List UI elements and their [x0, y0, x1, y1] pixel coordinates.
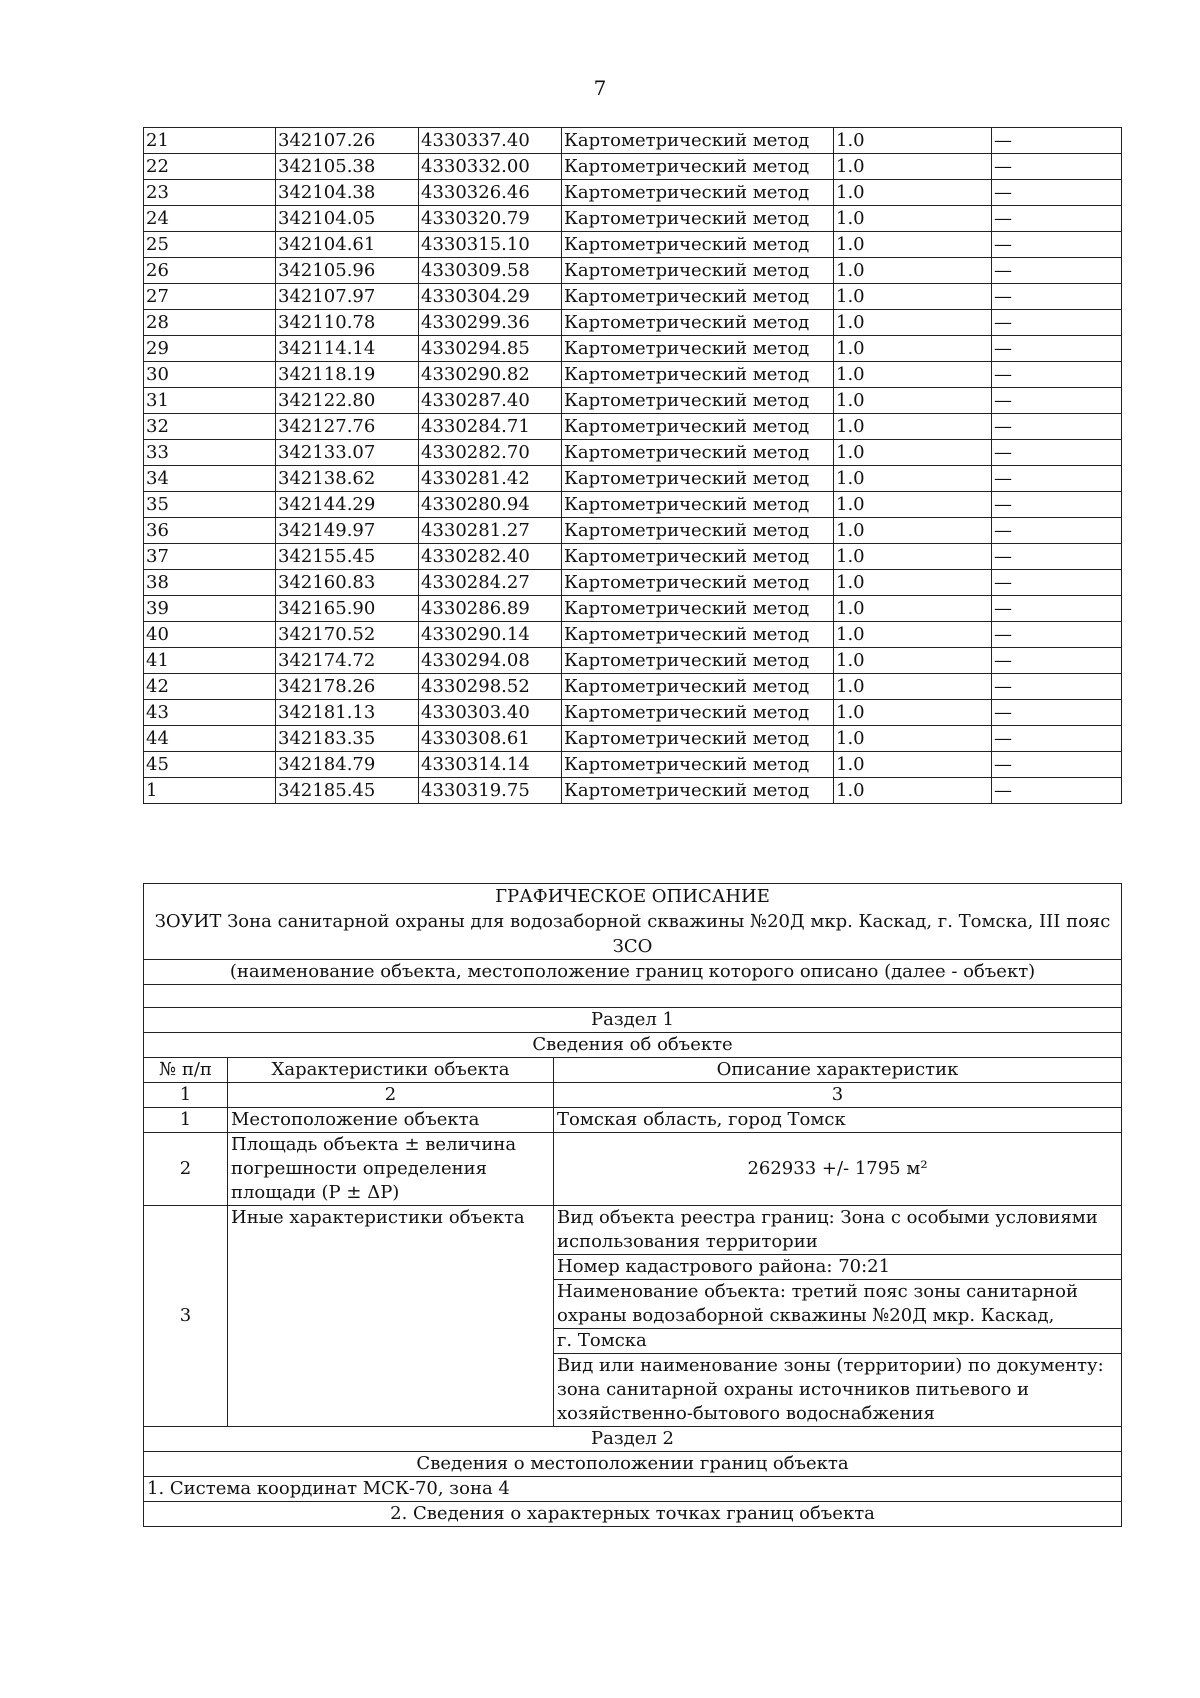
object-name: ЗОУИТ Зона санитарной охраны для водозаборной скважины №20Д мкр. Каскад, г. Томска, III пояс ЗСО	[154, 911, 1111, 957]
row-2-characteristic: Площадь объекта ± величина погрешности определения площади (Р ± ΔР)	[228, 1133, 554, 1206]
method-cell: Картометрический метод	[562, 414, 834, 440]
x-coordinate-cell: 342104.05	[276, 206, 419, 232]
x-coordinate-cell: 342155.45	[276, 544, 419, 570]
point-number-cell: 38	[144, 570, 276, 596]
y-coordinate-cell: 4330299.36	[419, 310, 562, 336]
y-coordinate-cell: 4330284.27	[419, 570, 562, 596]
description-header	[144, 884, 1122, 960]
x-coordinate-cell: 342107.26	[276, 128, 419, 154]
x-coordinate-cell: 342118.19	[276, 362, 419, 388]
y-coordinate-cell: 4330314.14	[419, 752, 562, 778]
method-cell: Картометрический метод	[562, 336, 834, 362]
section-1-label: Раздел 1	[144, 1008, 1122, 1033]
column-number-header: № п/п	[144, 1058, 228, 1083]
cadastral-district: Номер кадастрового района: 70:21	[554, 1255, 1121, 1280]
table-row	[144, 440, 1122, 466]
point-number-cell: 26	[144, 258, 276, 284]
description-cell: —	[992, 310, 1122, 336]
description-cell: —	[992, 752, 1122, 778]
description-cell: —	[992, 206, 1122, 232]
x-coordinate-cell: 342144.29	[276, 492, 419, 518]
x-coordinate-cell: 342185.45	[276, 778, 419, 804]
x-coordinate-cell: 342181.13	[276, 700, 419, 726]
method-cell: Картометрический метод	[562, 492, 834, 518]
point-number-cell: 22	[144, 154, 276, 180]
x-coordinate-cell: 342114.14	[276, 336, 419, 362]
point-number-cell: 30	[144, 362, 276, 388]
table-row	[144, 180, 1122, 206]
y-coordinate-cell: 4330308.61	[419, 726, 562, 752]
y-coordinate-cell: 4330315.10	[419, 232, 562, 258]
method-cell: Картометрический метод	[562, 362, 834, 388]
method-cell: Картометрический метод	[562, 648, 834, 674]
accuracy-cell: 1.0	[834, 336, 992, 362]
point-number-cell: 25	[144, 232, 276, 258]
table-row	[144, 518, 1122, 544]
x-coordinate-cell: 342105.96	[276, 258, 419, 284]
point-number-cell: 28	[144, 310, 276, 336]
table-row	[144, 388, 1122, 414]
method-cell: Картометрический метод	[562, 232, 834, 258]
x-coordinate-cell: 342165.90	[276, 596, 419, 622]
point-number-cell: 34	[144, 466, 276, 492]
x-coordinate-cell: 342178.26	[276, 674, 419, 700]
accuracy-cell: 1.0	[834, 570, 992, 596]
x-coordinate-cell: 342104.38	[276, 180, 419, 206]
blank-row	[144, 985, 1122, 1008]
y-coordinate-cell: 4330309.58	[419, 258, 562, 284]
method-cell: Картометрический метод	[562, 700, 834, 726]
table-row	[144, 492, 1122, 518]
description-cell: —	[992, 570, 1122, 596]
x-coordinate-cell: 342138.62	[276, 466, 419, 492]
table-row	[144, 622, 1122, 648]
column-index-1: 1	[144, 1083, 228, 1108]
section-2-title: Сведения о местоположении границ объекта	[144, 1452, 1122, 1477]
y-coordinate-cell: 4330286.89	[419, 596, 562, 622]
y-coordinate-cell: 4330290.82	[419, 362, 562, 388]
point-number-cell: 43	[144, 700, 276, 726]
y-coordinate-cell: 4330298.52	[419, 674, 562, 700]
description-cell: —	[992, 544, 1122, 570]
description-cell: —	[992, 492, 1122, 518]
table-row	[144, 284, 1122, 310]
table-row	[144, 778, 1122, 804]
point-number-cell: 40	[144, 622, 276, 648]
method-cell: Картометрический метод	[562, 726, 834, 752]
registry-type: Вид объекта реестра границ: Зона с особыми условиями использования территории	[554, 1206, 1121, 1255]
y-coordinate-cell: 4330303.40	[419, 700, 562, 726]
description-cell: —	[992, 778, 1122, 804]
table-row	[144, 206, 1122, 232]
table-row	[144, 128, 1122, 154]
point-number-cell: 35	[144, 492, 276, 518]
x-coordinate-cell: 342122.80	[276, 388, 419, 414]
x-coordinate-cell: 342183.35	[276, 726, 419, 752]
accuracy-cell: 1.0	[834, 544, 992, 570]
point-number-cell: 36	[144, 518, 276, 544]
description-cell: —	[992, 336, 1122, 362]
x-coordinate-cell: 342170.52	[276, 622, 419, 648]
column-description-header: Описание характеристик	[554, 1058, 1122, 1083]
accuracy-cell: 1.0	[834, 284, 992, 310]
method-cell: Картометрический метод	[562, 180, 834, 206]
method-cell: Картометрический метод	[562, 570, 834, 596]
method-cell: Картометрический метод	[562, 440, 834, 466]
description-cell: —	[992, 284, 1122, 310]
table-row	[144, 700, 1122, 726]
description-cell: —	[992, 414, 1122, 440]
row-1-description: Томская область, город Томск	[554, 1108, 1122, 1133]
description-cell: —	[992, 232, 1122, 258]
table-row	[144, 414, 1122, 440]
y-coordinate-cell: 4330294.08	[419, 648, 562, 674]
y-coordinate-cell: 4330320.79	[419, 206, 562, 232]
table-row	[144, 726, 1122, 752]
row-1-number: 1	[144, 1108, 228, 1133]
x-coordinate-cell: 342160.83	[276, 570, 419, 596]
point-number-cell: 24	[144, 206, 276, 232]
x-coordinate-cell: 342174.72	[276, 648, 419, 674]
accuracy-cell: 1.0	[834, 622, 992, 648]
accuracy-cell: 1.0	[834, 596, 992, 622]
description-cell: —	[992, 674, 1122, 700]
accuracy-cell: 1.0	[834, 440, 992, 466]
coordinate-system: 1. Система координат МСК-70, зона 4	[144, 1477, 1122, 1502]
point-number-cell: 42	[144, 674, 276, 700]
y-coordinate-cell: 4330280.94	[419, 492, 562, 518]
row-3-characteristic: Иные характеристики объекта	[228, 1206, 554, 1427]
section-2-label: Раздел 2	[144, 1427, 1122, 1452]
y-coordinate-cell: 4330284.71	[419, 414, 562, 440]
method-cell: Картометрический метод	[562, 544, 834, 570]
accuracy-cell: 1.0	[834, 128, 992, 154]
table-row	[144, 310, 1122, 336]
row-1-characteristic: Местоположение объекта	[228, 1108, 554, 1133]
accuracy-cell: 1.0	[834, 752, 992, 778]
y-coordinate-cell: 4330304.29	[419, 284, 562, 310]
page-number: 7	[593, 76, 607, 100]
table-row	[144, 154, 1122, 180]
table-row	[144, 336, 1122, 362]
accuracy-cell: 1.0	[834, 258, 992, 284]
table-row	[144, 258, 1122, 284]
table-row	[144, 466, 1122, 492]
description-cell: —	[992, 154, 1122, 180]
point-number-cell: 44	[144, 726, 276, 752]
description-cell: —	[992, 440, 1122, 466]
x-coordinate-cell: 342107.97	[276, 284, 419, 310]
object-caption: (наименование объекта, местоположение границ которого описано (далее - объект)	[144, 960, 1122, 985]
description-cell: —	[992, 622, 1122, 648]
table-row	[144, 570, 1122, 596]
y-coordinate-cell: 4330290.14	[419, 622, 562, 648]
point-number-cell: 23	[144, 180, 276, 206]
accuracy-cell: 1.0	[834, 648, 992, 674]
y-coordinate-cell: 4330332.00	[419, 154, 562, 180]
point-number-cell: 45	[144, 752, 276, 778]
column-index-3: 3	[554, 1083, 1122, 1108]
method-cell: Картометрический метод	[562, 154, 834, 180]
column-characteristics-header: Характеристики объекта	[228, 1058, 554, 1083]
point-number-cell: 31	[144, 388, 276, 414]
x-coordinate-cell: 342133.07	[276, 440, 419, 466]
description-cell: —	[992, 466, 1122, 492]
point-number-cell: 41	[144, 648, 276, 674]
description-cell: —	[992, 518, 1122, 544]
description-cell: —	[992, 180, 1122, 206]
accuracy-cell: 1.0	[834, 154, 992, 180]
method-cell: Картометрический метод	[562, 388, 834, 414]
point-number-cell: 1	[144, 778, 276, 804]
x-coordinate-cell: 342105.38	[276, 154, 419, 180]
method-cell: Картометрический метод	[562, 258, 834, 284]
method-cell: Картометрический метод	[562, 518, 834, 544]
point-number-cell: 29	[144, 336, 276, 362]
method-cell: Картометрический метод	[562, 310, 834, 336]
description-cell: —	[992, 648, 1122, 674]
description-cell: —	[992, 362, 1122, 388]
y-coordinate-cell: 4330281.27	[419, 518, 562, 544]
accuracy-cell: 1.0	[834, 518, 992, 544]
method-cell: Картометрический метод	[562, 778, 834, 804]
description-heading: ГРАФИЧЕСКОЕ ОПИСАНИЕ	[495, 886, 770, 907]
accuracy-cell: 1.0	[834, 726, 992, 752]
point-number-cell: 21	[144, 128, 276, 154]
accuracy-cell: 1.0	[834, 362, 992, 388]
point-number-cell: 39	[144, 596, 276, 622]
description-cell: —	[992, 258, 1122, 284]
table-row	[144, 362, 1122, 388]
row-3-number: 3	[144, 1206, 228, 1427]
accuracy-cell: 1.0	[834, 206, 992, 232]
y-coordinate-cell: 4330326.46	[419, 180, 562, 206]
table-row	[144, 596, 1122, 622]
section-1-title: Сведения об объекте	[144, 1033, 1122, 1058]
accuracy-cell: 1.0	[834, 414, 992, 440]
x-coordinate-cell: 342184.79	[276, 752, 419, 778]
column-index-2: 2	[228, 1083, 554, 1108]
coordinates-table	[143, 127, 1122, 804]
accuracy-cell: 1.0	[834, 310, 992, 336]
accuracy-cell: 1.0	[834, 388, 992, 414]
x-coordinate-cell: 342149.97	[276, 518, 419, 544]
table-row	[144, 544, 1122, 570]
row-2-description: 262933 +/- 1795 м²	[554, 1133, 1122, 1206]
point-number-cell: 32	[144, 414, 276, 440]
x-coordinate-cell: 342127.76	[276, 414, 419, 440]
row-3-description	[554, 1206, 1122, 1427]
point-number-cell: 37	[144, 544, 276, 570]
y-coordinate-cell: 4330287.40	[419, 388, 562, 414]
y-coordinate-cell: 4330337.40	[419, 128, 562, 154]
description-cell: —	[992, 128, 1122, 154]
table-row	[144, 674, 1122, 700]
point-number-cell: 27	[144, 284, 276, 310]
description-cell: —	[992, 388, 1122, 414]
table-row	[144, 648, 1122, 674]
point-number-cell: 33	[144, 440, 276, 466]
accuracy-cell: 1.0	[834, 232, 992, 258]
method-cell: Картометрический метод	[562, 206, 834, 232]
y-coordinate-cell: 4330281.42	[419, 466, 562, 492]
graphic-description-table	[143, 883, 1122, 1527]
table-row	[144, 232, 1122, 258]
method-cell: Картометрический метод	[562, 284, 834, 310]
method-cell: Картометрический метод	[562, 752, 834, 778]
method-cell: Картометрический метод	[562, 128, 834, 154]
object-full-name-city: г. Томска	[554, 1329, 1121, 1354]
method-cell: Картометрический метод	[562, 596, 834, 622]
row-2-number: 2	[144, 1133, 228, 1206]
object-full-name: Наименование объекта: третий пояс зоны санитарной охраны водозаборной скважины №20Д мкр. Каскад,	[554, 1280, 1121, 1329]
description-cell: —	[992, 726, 1122, 752]
accuracy-cell: 1.0	[834, 674, 992, 700]
description-cell: —	[992, 700, 1122, 726]
method-cell: Картометрический метод	[562, 622, 834, 648]
x-coordinate-cell: 342104.61	[276, 232, 419, 258]
accuracy-cell: 1.0	[834, 700, 992, 726]
method-cell: Картометрический метод	[562, 674, 834, 700]
method-cell: Картометрический метод	[562, 466, 834, 492]
points-title: 2. Сведения о характерных точках границ объекта	[144, 1502, 1122, 1527]
accuracy-cell: 1.0	[834, 778, 992, 804]
accuracy-cell: 1.0	[834, 180, 992, 206]
accuracy-cell: 1.0	[834, 492, 992, 518]
y-coordinate-cell: 4330319.75	[419, 778, 562, 804]
accuracy-cell: 1.0	[834, 466, 992, 492]
table-row	[144, 752, 1122, 778]
description-cell: —	[992, 596, 1122, 622]
zone-type: Вид или наименование зоны (территории) по документу: зона санитарной охраны источников питьевого и хозяйственно-бытового водоснабжения	[557, 1355, 1104, 1424]
y-coordinate-cell: 4330282.40	[419, 544, 562, 570]
y-coordinate-cell: 4330282.70	[419, 440, 562, 466]
x-coordinate-cell: 342110.78	[276, 310, 419, 336]
y-coordinate-cell: 4330294.85	[419, 336, 562, 362]
